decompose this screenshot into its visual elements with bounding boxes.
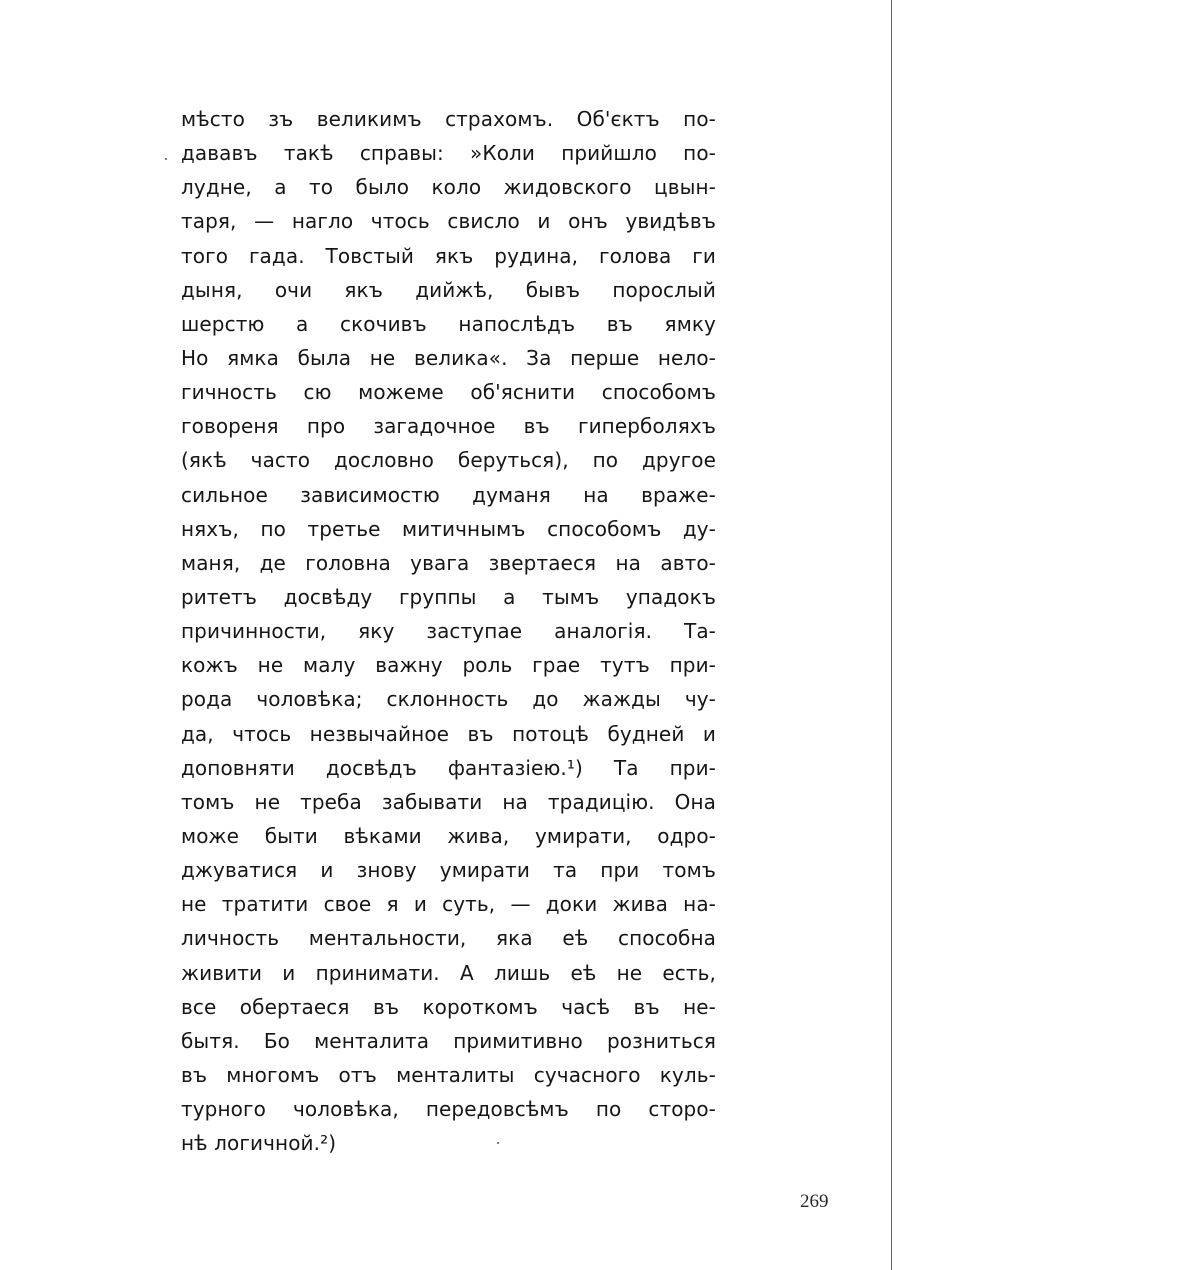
text-line: лудне, а то было коло жидовского цвын- [181,175,716,200]
text-line: маня, де головна увага звертаеся на авто- [181,550,716,575]
text-line: живити и принимати. А лишь еѣ не есть, [181,960,716,985]
text-line: того гада. Товстый якъ рудина, голова ги [181,243,716,268]
text-line: шерстю а скочивъ напослѣдъ въ ямку [181,311,716,336]
text-line: таря, — нагло чтось свисло и онъ увидѣвъ [181,209,716,234]
text-line: въ многомъ отъ менталиты сучасного куль- [181,1062,716,1087]
text-line: (якѣ часто дословно беруться), по другое [181,448,716,473]
scan-speck [165,158,167,160]
scan-speck [497,1142,499,1144]
text-line: турного чоловѣка, передовсѣмъ по сторо- [181,1097,716,1122]
text-line: личность ментальности, яка еѣ способна [181,926,716,951]
text-line: дававъ такѣ справы: »Коли прийшло по- [181,141,716,166]
text-line: Но ямка была не велика«. За перше нело- [181,345,716,370]
text-line: бытя. Бо менталита примитивно розниться [181,1028,716,1053]
text-line: говореня про загадочное въ гиперболяхъ [181,414,716,439]
text-line: не тратити свое я и суть, — доки жива на- [181,892,716,917]
text-line: да, чтось незвычайное въ потоцѣ будней и [181,721,716,746]
text-line: сильное зависимостю думаня на враже- [181,482,716,507]
text-line: може быти вѣками жива, умирати, одро- [181,823,716,848]
page-number: 269 [800,1191,829,1212]
text-line: няхъ, по третье митичнымъ способомъ ду- [181,516,716,541]
text-line: кожъ не малу важну роль грае тутъ при- [181,653,716,678]
text-line: все обертаеся въ короткомъ часѣ въ не- [181,994,716,1019]
text-line: гичность сю можеме об'яснити способомъ [181,380,716,405]
text-line: рода чоловѣка; склонность до жажды чу- [181,687,716,712]
text-line: доповняти досвѣдъ фантазіею.¹) Та при- [181,755,716,780]
text-line: томъ не треба забывати на традицію. Она [181,789,716,814]
text-line: причинности, яку заступае аналогія. Та- [181,619,716,644]
text-line: ритетъ досвѣду группы а тымъ упадокъ [181,584,716,609]
body-text [181,102,716,1160]
text-line: нѣ логичной.²) [181,1131,337,1156]
text-line: мѣсто зъ великимъ страхомъ. Об'єктъ по- [181,107,716,131]
text-line: джуватися и знову умирати та при томъ [181,858,716,883]
text-line: дыня, очи якъ дийжѣ, бывъ порослый [181,277,716,302]
